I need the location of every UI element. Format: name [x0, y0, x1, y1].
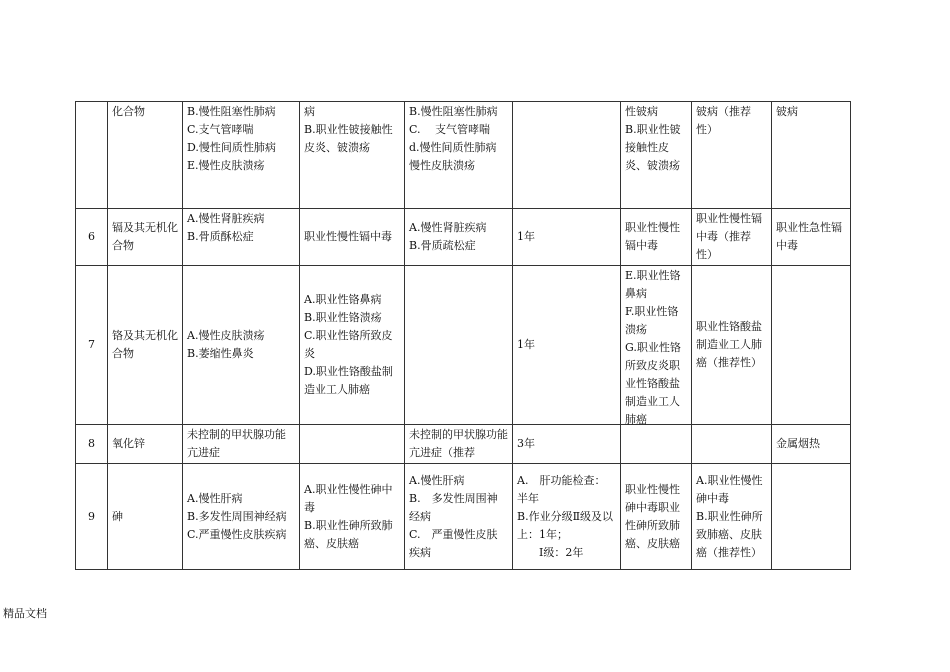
departure-disease-cell: A.职业性慢性砷中毒 B.职业性砷所致肺癌、皮肤癌（推荐性） — [692, 464, 772, 570]
on-the-job-disease-cell: E.职业性铬鼻病 F.职业性铬溃疡 G.职业性铬所致皮炎职业性铬酸盐制造业工人肺癌 — [621, 266, 692, 425]
departure-disease-cell — [692, 425, 772, 464]
exam-interval-cell: 1年 — [513, 209, 621, 266]
departure-disease-cell: 铍病（推荐性） — [692, 102, 772, 209]
substance-name-cell: 砷 — [108, 464, 183, 570]
table-row — [76, 209, 851, 266]
on-the-job-contraindication-cell: 未控制的甲状腺功能亢进症（推荐 — [405, 425, 513, 464]
on-the-job-contraindication-cell: B.慢性阻塞性肺病 C. 支气管哮喘 d.慢性间质性肺病 慢性皮肤溃疡 — [405, 102, 513, 209]
target-disease-cell: A.职业性慢性砷中毒 B.职业性砷所致肺癌、皮肤癌 — [300, 464, 405, 570]
departure-disease-cell: 职业性慢性镉中毒（推荐性） — [692, 209, 772, 266]
substance-name-cell: 氧化锌 — [108, 425, 183, 464]
exam-interval-cell: 1年 — [513, 266, 621, 425]
table-row — [76, 464, 851, 570]
pre-employment-contraindication-cell: A.慢性皮肤溃疡 B.萎缩性鼻炎 — [183, 266, 300, 425]
on-the-job-contraindication-cell — [405, 266, 513, 425]
pre-employment-contraindication-cell: 未控制的甲状腺功能亢进症 — [183, 425, 300, 464]
on-the-job-disease-cell: 职业性慢性镉中毒 — [621, 209, 692, 266]
emergency-disease-cell: 职业性急性镉中毒 — [772, 209, 851, 266]
target-disease-cell: 病 B.职业性铍接触性皮炎、铍溃疡 — [300, 102, 405, 209]
exam-interval-cell: 3年 — [513, 425, 621, 464]
emergency-disease-cell — [772, 266, 851, 425]
target-disease-cell: A.职业性铬鼻病 B.职业性铬溃疡 C.职业性铬所致皮炎 D.职业性铬酸盐制造业工人肺癌 — [300, 266, 405, 425]
on-the-job-disease-cell: 性铍病 B.职业性铍接触性皮炎、铍溃疡 — [621, 102, 692, 209]
substance-name-cell: 铬及其无机化合物 — [108, 266, 183, 425]
footer-watermark-text: 精品文档 — [3, 607, 47, 620]
on-the-job-disease-cell: 职业性慢性砷中毒职业性砷所致肺癌、皮肤癌 — [621, 464, 692, 570]
on-the-job-contraindication-cell: A.慢性肾脏疾病 B.骨质疏松症 — [405, 209, 513, 266]
target-disease-cell — [300, 425, 405, 464]
row-number-cell: 6 — [76, 209, 108, 266]
row-number-cell — [76, 102, 108, 209]
emergency-disease-cell — [772, 464, 851, 570]
on-the-job-disease-cell — [621, 425, 692, 464]
pre-employment-contraindication-cell: A.慢性肝病 B.多发性周围神经病 C.严重慢性皮肤疾病 — [183, 464, 300, 570]
emergency-disease-cell: 金属烟热 — [772, 425, 851, 464]
substance-name-cell: 镉及其无机化合物 — [108, 209, 183, 266]
row-number-cell: 7 — [76, 266, 108, 425]
departure-disease-cell: 职业性铬酸盐制造业工人肺癌（推荐性） — [692, 266, 772, 425]
pre-employment-contraindication-cell: A.慢性肾脏疾病 B.骨质酥松症 — [183, 209, 300, 266]
exam-interval-cell — [513, 102, 621, 209]
table-row — [76, 425, 851, 464]
pre-employment-contraindication-cell: B.慢性阻塞性肺病 C.支气管哮喘 D.慢性间质性肺病 E.慢性皮肤溃疡 — [183, 102, 300, 209]
occupational-disease-table — [75, 101, 851, 570]
row-number-cell: 8 — [76, 425, 108, 464]
on-the-job-contraindication-cell: A.慢性肝病 B. 多发性周围神经病 C. 严重慢性皮肤疾病 — [405, 464, 513, 570]
emergency-disease-cell: 铍病 — [772, 102, 851, 209]
target-disease-cell: 职业性慢性镉中毒 — [300, 209, 405, 266]
table-row — [76, 102, 851, 209]
row-number-cell: 9 — [76, 464, 108, 570]
substance-name-cell: 化合物 — [108, 102, 183, 209]
exam-interval-cell: A. 肝功能检查：半年 B.作业分级Ⅱ级及以上：1年； Ⅰ级：2年 — [513, 464, 621, 570]
table-row — [76, 266, 851, 425]
